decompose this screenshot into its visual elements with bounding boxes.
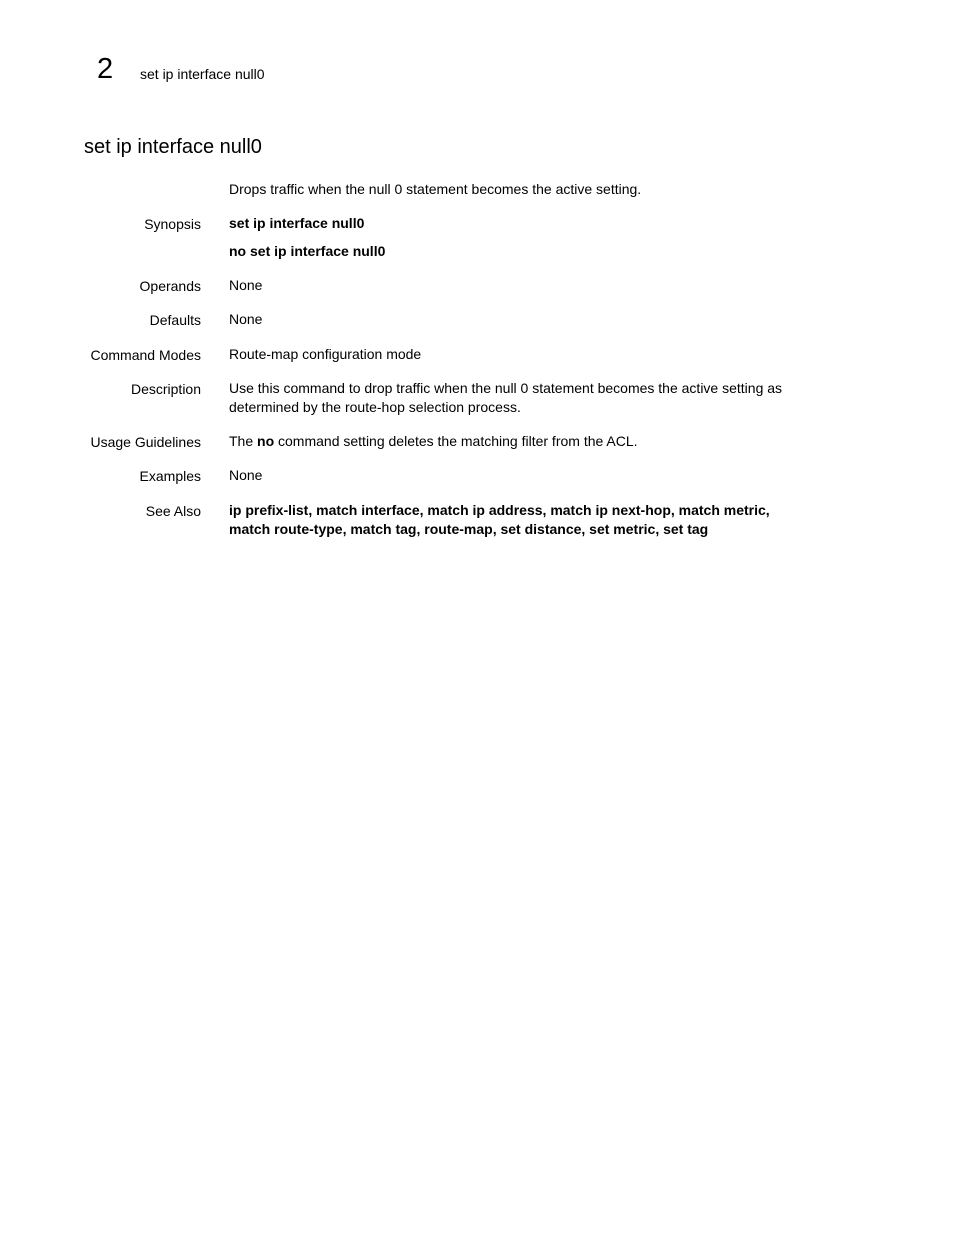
description-label: Description [130,381,201,397]
defaults-label: Defaults [149,312,201,328]
see-also-line-1[interactable]: ip prefix-list, match interface, match ip address, match ip next-hop, match metric, [229,502,770,518]
section-title: set ip interface null0 [84,136,262,158]
examples-label: Examples [139,468,201,484]
usage-guidelines-suffix: command setting deletes the matching filter from the ACL. [274,433,638,449]
section-summary: Drops traffic when the null 0 statement becomes the active setting. [229,181,642,197]
chapter-number: 2 [97,53,114,85]
usage-guidelines-value [229,432,829,451]
examples-value: None [229,467,263,483]
synopsis-command: set ip interface null0 [229,215,365,231]
operands-value: None [229,277,263,293]
command-modes-label: Command Modes [90,347,201,363]
defaults-value: None [229,311,263,327]
synopsis-no-command: no set ip interface null0 [229,243,386,259]
description-line-1: Use this command to drop traffic when the null 0 statement becomes the active setting as [229,380,783,396]
usage-guidelines-keyword: no [257,433,275,449]
see-also-line-2[interactable]: match route-type, match tag, route-map, set distance, set metric, set tag [229,521,709,537]
usage-guidelines-label: Usage Guidelines [90,434,201,450]
operands-label: Operands [139,278,201,294]
usage-guidelines-prefix: The [229,433,258,449]
running-head: set ip interface null0 [140,66,265,82]
synopsis-label: Synopsis [144,216,201,232]
command-modes-value: Route-map configuration mode [229,346,422,362]
see-also-label: See Also [145,503,201,519]
description-line-2: determined by the route-hop selection process. [229,399,521,415]
